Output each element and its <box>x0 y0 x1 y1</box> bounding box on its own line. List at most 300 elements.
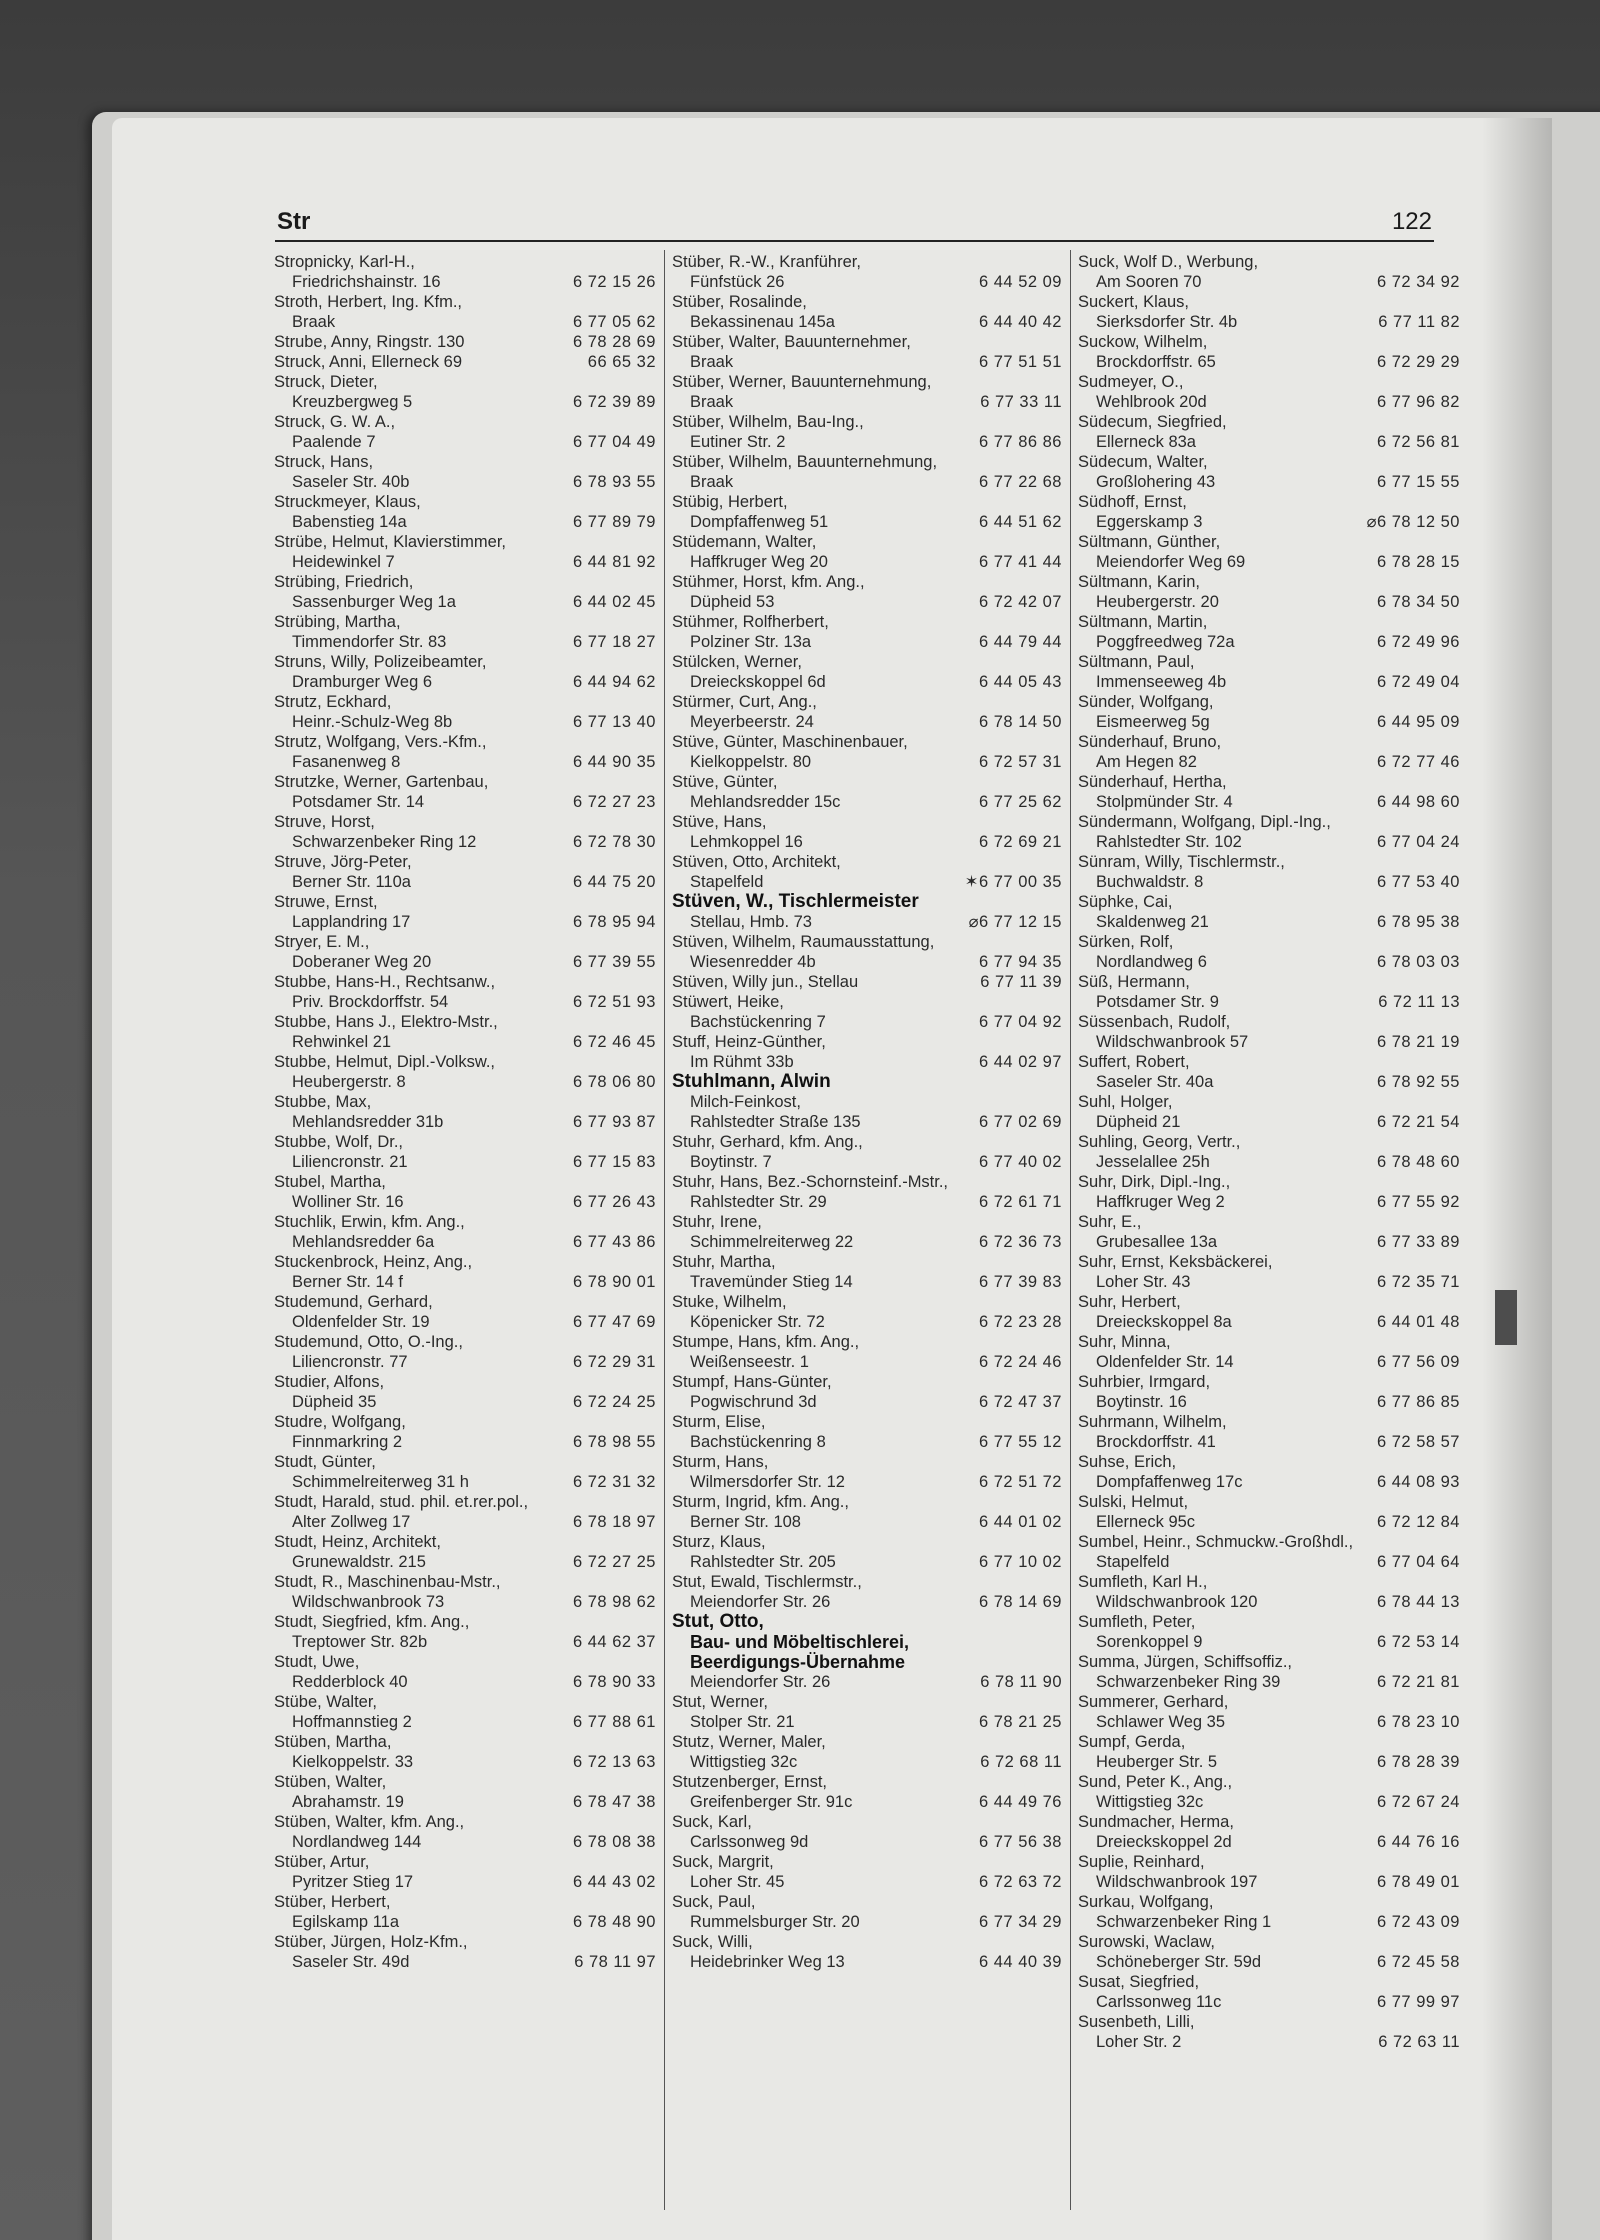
entry-phone: 6 72 56 81 <box>1377 433 1460 451</box>
entry-phone: ✶6 77 00 35 <box>964 873 1062 891</box>
entry-address-line <box>1078 1472 1460 1492</box>
entry-name: Sünram, Willy, Tischlermstr., <box>1078 853 1285 871</box>
entry-name-line <box>1078 852 1460 872</box>
entry-address: Schwarzenbeker Ring 12 <box>292 833 477 851</box>
entry-address: Großlohering 43 <box>1096 473 1216 491</box>
entry-address: Heinr.-Schulz-Weg 8b <box>292 713 453 731</box>
directory-entry <box>672 692 1062 732</box>
directory-entry <box>672 1412 1062 1452</box>
directory-entry <box>672 992 1062 1032</box>
entry-name-line <box>274 932 656 952</box>
entry-name: Suhl, Holger, <box>1078 1093 1173 1111</box>
entry-phone: 6 77 02 69 <box>979 1113 1062 1131</box>
entry-address-line <box>672 1552 1062 1572</box>
entry-address-line <box>1078 472 1460 492</box>
entry-address: Dreieckskoppel 2d <box>1096 1833 1232 1851</box>
entry-address: Heuberger Str. 5 <box>1096 1753 1218 1771</box>
entry-address-line <box>672 472 1062 492</box>
entry-phone: 6 77 51 51 <box>979 353 1062 371</box>
entry-name: Stubbe, Hans J., Elektro-Mstr., <box>274 1013 498 1031</box>
entry-name: Sünder, Wolfgang, <box>1078 693 1214 711</box>
entry-address: Am Sooren 70 <box>1096 273 1202 291</box>
entry-name: Suck, Willi, <box>672 1933 753 1951</box>
entry-phone: 6 72 69 21 <box>979 833 1062 851</box>
entry-name: Suhse, Erich, <box>1078 1453 1177 1471</box>
entry-phone: 6 77 26 43 <box>573 1193 656 1211</box>
entry-phone: 6 77 05 62 <box>573 313 656 331</box>
entry-phone: 6 78 14 50 <box>979 713 1062 731</box>
entry-name: Stüwert, Heike, <box>672 993 784 1011</box>
entry-phone: 6 78 93 55 <box>573 473 656 491</box>
entry-phone: 6 44 76 16 <box>1377 1833 1460 1851</box>
entry-phone: 6 72 77 46 <box>1377 753 1460 771</box>
entry-address: Grunewaldstr. 215 <box>292 1553 426 1571</box>
entry-address-line <box>1078 1832 1460 1852</box>
directory-entry <box>1078 1372 1460 1412</box>
entry-phone: 6 72 63 72 <box>979 1873 1062 1891</box>
entry-phone: 6 72 42 07 <box>979 593 1062 611</box>
entry-name-line <box>672 652 1062 672</box>
entry-address: Loher Str. 43 <box>1096 1273 1191 1291</box>
entry-address: Berner Str. 108 <box>690 1513 801 1531</box>
entry-name-line <box>274 1012 656 1032</box>
entry-address: Sierksdorfer Str. 4b <box>1096 313 1238 331</box>
entry-address: Kielkoppelstr. 80 <box>690 753 812 771</box>
directory-entry <box>672 1172 1062 1212</box>
entry-phone: 6 72 27 25 <box>573 1553 656 1571</box>
entry-address-line <box>672 1712 1062 1732</box>
entry-phone: 6 77 10 02 <box>979 1553 1062 1571</box>
entry-name: Studt, Günter, <box>274 1453 376 1471</box>
entry-address: Kreuzbergweg 5 <box>292 393 413 411</box>
entry-address-line <box>274 512 656 532</box>
entry-name: Stumpf, Hans-Günter, <box>672 1373 832 1391</box>
entry-phone: 6 78 48 60 <box>1377 1153 1460 1171</box>
entry-address-line <box>274 1912 656 1932</box>
entry-business-line: Bau- und Möbeltischlerei, <box>690 1632 910 1652</box>
entry-name-line <box>274 1172 656 1192</box>
entry-name: Sültmann, Paul, <box>1078 653 1195 671</box>
entry-address: Priv. Brockdorffstr. 54 <box>292 993 449 1011</box>
entry-address-line <box>1078 592 1460 612</box>
entry-address-line <box>274 1552 656 1572</box>
entry-name: Susat, Siegfried, <box>1078 1973 1200 1991</box>
entry-phone: 6 78 92 55 <box>1377 1073 1460 1091</box>
entry-name-line <box>1078 1412 1460 1432</box>
entry-phone: 6 77 22 68 <box>979 473 1062 491</box>
directory-entry <box>1078 1692 1460 1732</box>
entry-name-line <box>672 1172 1062 1192</box>
directory-entry <box>1078 1172 1460 1212</box>
entry-name-line <box>1078 1532 1460 1552</box>
entry-name: Strübing, Friedrich, <box>274 573 414 591</box>
entry-name: Südecum, Walter, <box>1078 453 1208 471</box>
directory-entry <box>1078 1132 1460 1172</box>
directory-entry <box>274 1612 656 1652</box>
entry-name-line <box>672 1492 1062 1512</box>
directory-entry <box>672 372 1062 412</box>
directory-entry <box>274 352 656 372</box>
entry-name-line <box>1078 1652 1460 1672</box>
entry-name-line <box>672 612 1062 632</box>
entry-address-line <box>1078 792 1460 812</box>
directory-entry <box>1078 532 1460 572</box>
entry-name-line <box>672 1612 1062 1632</box>
entry-phone: 6 44 75 20 <box>573 873 656 891</box>
entry-name: Stubel, Martha, <box>274 1173 386 1191</box>
entry-address-line <box>672 1232 1062 1252</box>
entry-name-line <box>1078 692 1460 712</box>
entry-name-line <box>274 1212 656 1232</box>
entry-address-line <box>1078 1672 1460 1692</box>
entry-address-line <box>672 1052 1062 1072</box>
directory-entry <box>274 252 656 292</box>
entry-name-line <box>274 492 656 512</box>
entry-phone: 6 72 21 81 <box>1377 1673 1460 1691</box>
entry-name-line <box>1078 332 1460 352</box>
entry-address-line <box>1078 432 1460 452</box>
entry-phone: 6 78 11 97 <box>574 1953 656 1971</box>
entry-address: Grubesallee 13a <box>1096 1233 1218 1251</box>
entry-name-line <box>274 1332 656 1352</box>
entry-phone: 6 44 95 09 <box>1377 713 1460 731</box>
entry-address-line <box>1078 1952 1460 1972</box>
entry-name-line <box>672 1692 1062 1712</box>
entry-name-line <box>1078 1572 1460 1592</box>
entry-name: Studemund, Gerhard, <box>274 1293 433 1311</box>
entry-address-line <box>274 672 656 692</box>
entry-address: Redderblock 40 <box>292 1673 408 1691</box>
directory-entry <box>274 1852 656 1892</box>
entry-name: Summa, Jürgen, Schiffsoffiz., <box>1078 1653 1292 1671</box>
directory-entry <box>672 332 1062 372</box>
entry-name-line <box>274 1492 656 1512</box>
directory-entry <box>274 1732 656 1772</box>
entry-name-line <box>1078 532 1460 552</box>
directory-entry <box>274 1412 656 1452</box>
directory-entry <box>672 292 1062 332</box>
entry-address-line <box>1078 712 1460 732</box>
entry-phone: 6 78 47 38 <box>573 1793 656 1811</box>
entry-address: Loher Str. 45 <box>690 1873 785 1891</box>
entry-phone: 6 44 94 62 <box>573 673 656 691</box>
entry-name: Struve, Horst, <box>274 813 375 831</box>
directory-entry <box>1078 612 1460 652</box>
entry-address-line <box>274 552 656 572</box>
entry-name: Stüven, W., Tischlermeister <box>672 892 919 912</box>
entry-phone: 6 77 39 83 <box>979 1273 1062 1291</box>
directory-entry <box>274 532 656 572</box>
page-number: 122 <box>1391 208 1432 235</box>
entry-phone: 6 77 15 55 <box>1377 473 1460 491</box>
entry-address-line <box>672 752 1062 772</box>
entry-name: Strutz, Wolfgang, Vers.-Kfm., <box>274 733 487 751</box>
entry-phone: 6 72 51 93 <box>573 993 656 1011</box>
entry-address-line <box>1078 1552 1460 1572</box>
entry-phone: 6 78 44 13 <box>1377 1593 1460 1611</box>
entry-phone: 6 78 34 50 <box>1377 593 1460 611</box>
entry-name-line <box>274 292 656 312</box>
entry-name-line <box>672 732 1062 752</box>
entry-address: Alter Zollweg 17 <box>292 1513 411 1531</box>
directory-entry <box>274 1492 656 1532</box>
entry-address: Rummelsburger Str. 20 <box>690 1913 860 1931</box>
entry-address-line <box>672 512 1062 532</box>
entry-name-line <box>1078 1732 1460 1752</box>
entry-phone: 6 44 79 44 <box>979 633 1062 651</box>
entry-name-line <box>274 1812 656 1832</box>
entry-phone: 6 72 68 11 <box>980 1753 1062 1771</box>
entry-name-line <box>274 1572 656 1592</box>
directory-entry <box>274 292 656 332</box>
entry-name: Suckow, Wilhelm, <box>1078 333 1208 351</box>
entry-address: Schimmelreiterweg 22 <box>690 1233 854 1251</box>
entry-name: Stuhr, Gerhard, kfm. Ang., <box>672 1133 863 1151</box>
entry-name-line <box>274 732 656 752</box>
entry-phone: 6 77 86 85 <box>1377 1393 1460 1411</box>
entry-name: Stübig, Herbert, <box>672 493 788 511</box>
entry-address: Greifenberger Str. 91c <box>690 1793 853 1811</box>
entry-name-line <box>274 1452 656 1472</box>
directory-column-1 <box>274 252 656 2212</box>
entry-address: Polziner Str. 13a <box>690 633 812 651</box>
entry-address-line <box>672 1952 1062 1972</box>
entry-address-line <box>672 672 1062 692</box>
entry-phone: 6 77 33 89 <box>1377 1233 1460 1251</box>
entry-phone: 6 72 15 26 <box>573 273 656 291</box>
directory-entry <box>274 372 656 412</box>
entry-name: Stürmer, Curt, Ang., <box>672 693 817 711</box>
entry-name: Sudmeyer, O., <box>1078 373 1184 391</box>
directory-entry <box>1078 652 1460 692</box>
entry-name: Stuhr, Irene, <box>672 1213 762 1231</box>
entry-address-line <box>1078 832 1460 852</box>
entry-address: Finnmarkring 2 <box>292 1433 403 1451</box>
entry-phone: 6 44 40 42 <box>979 313 1062 331</box>
entry-name-line <box>274 1092 656 1112</box>
entry-name-line <box>274 1052 656 1072</box>
entry-address-line <box>274 432 656 452</box>
entry-phone: 6 78 21 19 <box>1377 1033 1460 1051</box>
entry-address: Paalende 7 <box>292 433 376 451</box>
entry-address: Bekassinenau 145a <box>690 313 835 331</box>
directory-entry <box>672 1372 1062 1412</box>
entry-address: Im Rühmt 33b <box>690 1053 794 1071</box>
entry-name: Summerer, Gerhard, <box>1078 1693 1229 1711</box>
entry-address: Eismeerweg 5g <box>1096 713 1210 731</box>
entry-phone: 6 77 04 64 <box>1377 1553 1460 1571</box>
entry-phone: 6 72 36 73 <box>979 1233 1062 1251</box>
entry-phone: 6 78 49 01 <box>1377 1873 1460 1891</box>
entry-name-line <box>1078 252 1460 272</box>
directory-entry <box>1078 1972 1460 2012</box>
entry-address: Mehlandsredder 31b <box>292 1113 444 1131</box>
page-marker-tab <box>1495 1290 1517 1345</box>
entry-phone: 6 77 99 97 <box>1377 1993 1460 2011</box>
directory-entry <box>672 1532 1062 1572</box>
entry-address: Rahlstedter Str. 102 <box>1096 833 1242 851</box>
directory-entry <box>274 1172 656 1212</box>
entry-name: Sündermann, Wolfgang, Dipl.-Ing., <box>1078 813 1331 831</box>
entry-phone: 6 77 86 86 <box>979 433 1062 451</box>
entry-name-line <box>672 1292 1062 1312</box>
entry-address: Stellau, Hmb. 73 <box>690 913 812 931</box>
entry-phone: 6 77 55 92 <box>1377 1193 1460 1211</box>
entry-phone: 6 72 12 84 <box>1377 1513 1460 1531</box>
entry-address: Ellerneck 83a <box>1096 433 1196 451</box>
entry-phone: 6 78 18 97 <box>573 1513 656 1531</box>
entry-name: Südhoff, Ernst, <box>1078 493 1187 511</box>
entry-name: Stuff, Heinz-Günther, <box>672 1033 826 1051</box>
entry-phone: 6 78 06 80 <box>573 1073 656 1091</box>
directory-entry <box>1078 492 1460 532</box>
entry-address-line <box>1078 1192 1460 1212</box>
entry-address: Wildschwanbrook 57 <box>1096 1033 1249 1051</box>
entry-address: Nordlandweg 6 <box>1096 953 1207 971</box>
entry-address-line <box>274 312 656 332</box>
entry-address-line <box>672 792 1062 812</box>
entry-address: Meyerbeerstr. 24 <box>690 713 814 731</box>
directory-entry <box>274 1932 656 1972</box>
entry-address: Fünfstück 26 <box>690 273 785 291</box>
entry-address: Schwarzenbeker Ring 39 <box>1096 1673 1281 1691</box>
entry-address-line <box>274 1352 656 1372</box>
directory-entry <box>1078 1532 1460 1572</box>
entry-phone: 6 77 25 62 <box>979 793 1062 811</box>
directory-entry <box>1078 292 1460 332</box>
directory-entry <box>672 1772 1062 1812</box>
entry-name: Surowski, Waclaw, <box>1078 1933 1215 1951</box>
directory-entry <box>1078 812 1460 852</box>
entry-phone: 6 77 04 92 <box>979 1013 1062 1031</box>
entry-address-line <box>274 472 656 492</box>
entry-name: Suckert, Klaus, <box>1078 293 1189 311</box>
entry-address-line <box>672 1312 1062 1332</box>
entry-address: Buchwaldstr. 8 <box>1096 873 1204 891</box>
directory-entry <box>672 1252 1062 1292</box>
entry-address-line <box>672 1152 1062 1172</box>
entry-address: Mehlandsredder 15c <box>690 793 841 811</box>
entry-address-line <box>672 1472 1062 1492</box>
entry-name-line <box>274 812 656 832</box>
entry-name-line <box>274 1372 656 1392</box>
entry-address: Bachstückenring 7 <box>690 1013 826 1031</box>
entry-name-line <box>274 1412 656 1432</box>
entry-address-line <box>274 1792 656 1812</box>
entry-name-line <box>672 1072 1062 1092</box>
entry-name: Stut, Ewald, Tischlermstr., <box>672 1573 862 1591</box>
directory-entry <box>274 412 656 452</box>
directory-entry <box>672 972 1062 992</box>
entry-name: Studt, R., Maschinenbau-Mstr., <box>274 1573 501 1591</box>
entry-address-line <box>1078 1312 1460 1332</box>
directory-column-3 <box>1078 252 1460 2212</box>
entry-phone: 6 78 48 90 <box>573 1913 656 1931</box>
directory-entry <box>1078 1772 1460 1812</box>
entry-name: Stüven, Otto, Architekt, <box>672 853 841 871</box>
entry-phone: 6 77 94 35 <box>979 953 1062 971</box>
entry-name: Sumfleth, Karl H., <box>1078 1573 1208 1591</box>
entry-address-line <box>672 1392 1062 1412</box>
entry-name: Struck, G. W. A., <box>274 413 396 431</box>
entry-name-line <box>274 1732 656 1752</box>
entry-name-line <box>672 1932 1062 1952</box>
entry-address: Sorenkoppel 9 <box>1096 1633 1203 1651</box>
entry-address-line <box>274 1192 656 1212</box>
entry-name: Stroth, Herbert, Ing. Kfm., <box>274 293 462 311</box>
entry-phone: 6 44 90 35 <box>573 753 656 771</box>
entry-name-line <box>672 1212 1062 1232</box>
directory-entry <box>672 452 1062 492</box>
entry-name-line <box>1078 812 1460 832</box>
directory-entry <box>1078 1332 1460 1372</box>
entry-name-line <box>1078 652 1460 672</box>
entry-address-line <box>1078 672 1460 692</box>
directory-entry <box>1078 692 1460 732</box>
directory-entry <box>274 1572 656 1612</box>
entry-address: Travemünder Stieg 14 <box>690 1273 853 1291</box>
entry-address: Saseler Str. 40a <box>1096 1073 1214 1091</box>
directory-entry <box>1078 1572 1460 1612</box>
entry-name: Sumpf, Gerda, <box>1078 1733 1186 1751</box>
entry-address: Weißenseestr. 1 <box>690 1353 809 1371</box>
entry-phone: 6 44 05 43 <box>979 673 1062 691</box>
entry-address-line <box>672 1012 1062 1032</box>
entry-address-line <box>274 1472 656 1492</box>
entry-name: Suck, Paul, <box>672 1893 756 1911</box>
section-heading: Str <box>277 208 311 235</box>
entry-address-line <box>672 1192 1062 1212</box>
entry-name: Stüdemann, Walter, <box>672 533 817 551</box>
entry-name-line <box>672 492 1062 512</box>
entry-address: Potsdamer Str. 14 <box>292 793 425 811</box>
entry-name: Studt, Uwe, <box>274 1653 360 1671</box>
entry-name: Stubbe, Hans-H., Rechtsanw., <box>274 973 496 991</box>
entry-address-line <box>672 912 1062 932</box>
entry-address: Haffkruger Weg 2 <box>1096 1193 1225 1211</box>
entry-address-line <box>274 1952 656 1972</box>
entry-name-line <box>274 1932 656 1952</box>
entry-address-line <box>274 1152 656 1172</box>
entry-name-line <box>672 892 1062 912</box>
entry-name-line <box>274 772 656 792</box>
entry-phone: 6 78 28 15 <box>1377 553 1460 571</box>
entry-name-line <box>672 772 1062 792</box>
entry-name: Stutzenberger, Ernst, <box>672 1773 828 1791</box>
entry-phone: 6 44 51 62 <box>979 513 1062 531</box>
directory-entry <box>672 1692 1062 1732</box>
entry-name: Suck, Wolf D., Werbung, <box>1078 253 1259 271</box>
entry-address-line <box>672 1512 1062 1532</box>
directory-entry <box>672 1892 1062 1932</box>
entry-name-line <box>1078 932 1460 952</box>
column-divider <box>1070 250 1071 2210</box>
entry-name: Stüven, Willy jun., Stellau <box>672 973 859 991</box>
directory-entry <box>274 652 656 692</box>
entry-address-line <box>1078 312 1460 332</box>
entry-name-line <box>1078 372 1460 392</box>
entry-name: Suhr, Dirk, Dipl.-Ing., <box>1078 1173 1231 1191</box>
directory-entry <box>274 812 656 852</box>
directory-entry <box>1078 1092 1460 1132</box>
entry-address: Bachstückenring 8 <box>690 1433 826 1451</box>
directory-entry <box>274 1652 656 1692</box>
entry-name: Stuke, Wilhelm, <box>672 1293 787 1311</box>
directory-entry <box>672 1852 1062 1892</box>
page-gutter-shadow <box>1482 118 1552 2240</box>
directory-entry <box>672 1452 1062 1492</box>
entry-name-line <box>1078 452 1460 472</box>
